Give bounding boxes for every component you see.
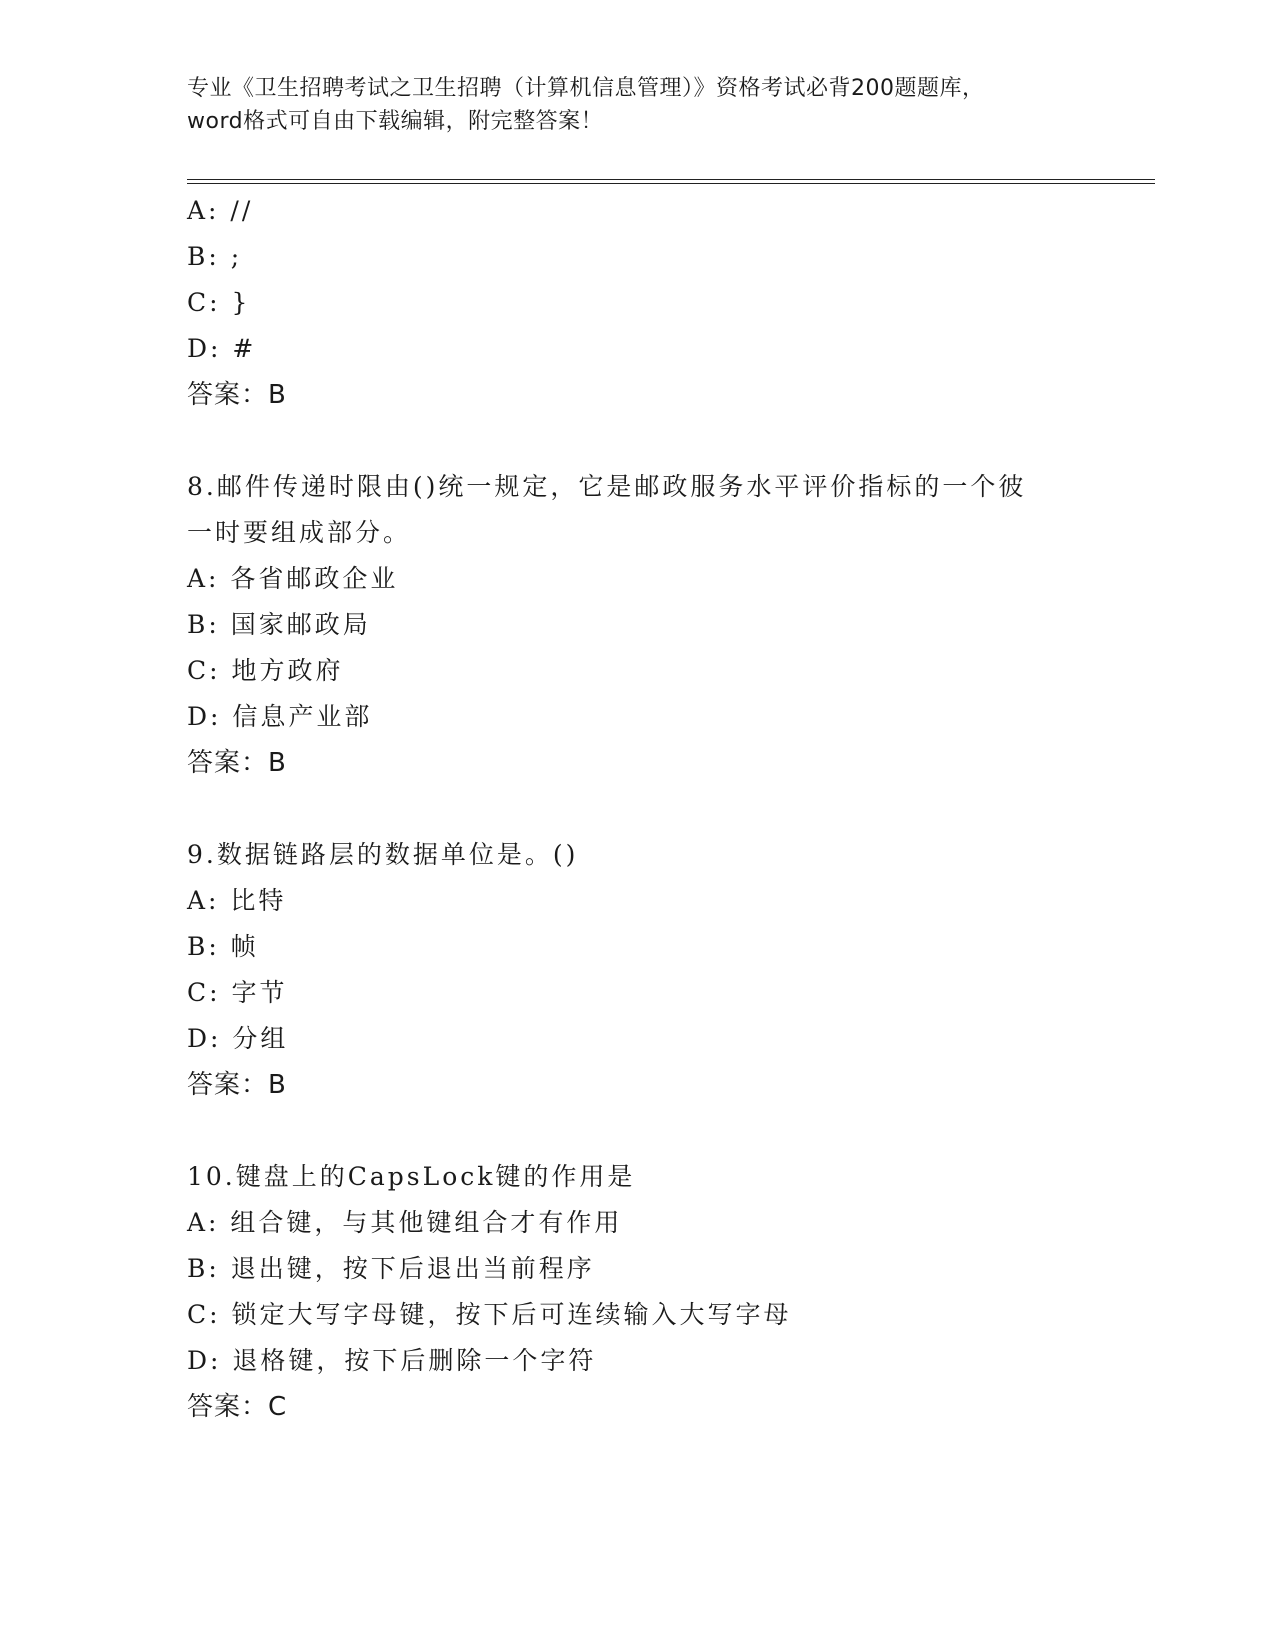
answer: 答案：C bbox=[187, 1392, 288, 1422]
header-divider-top bbox=[187, 179, 1155, 180]
option-c: C: 锁定大写字母键，按下后可连续输入大写字母 bbox=[187, 1300, 792, 1329]
question-list bbox=[187, 188, 1087, 1430]
question-stem-continued: 一时要组成部分。 bbox=[187, 518, 412, 547]
option-d: D: 分组 bbox=[187, 1024, 289, 1053]
header-divider-bottom bbox=[187, 183, 1155, 184]
option-b: B: 帧 bbox=[187, 932, 259, 961]
question-8 bbox=[187, 464, 1087, 786]
option-a: A: 各省邮政企业 bbox=[187, 564, 399, 593]
header-line-2: word格式可自由下载编辑，附完整答案！ bbox=[187, 109, 604, 134]
option-a: A: 比特 bbox=[187, 886, 287, 915]
question-stem: 8.邮件传递时限由()统一规定，它是邮政服务水平评价指标的一个彼 bbox=[187, 472, 1027, 501]
question-10 bbox=[187, 1154, 1087, 1430]
answer: 答案：B bbox=[187, 748, 287, 778]
question-9 bbox=[187, 832, 1087, 1108]
option-d: D: # bbox=[187, 334, 257, 363]
option-d: D: 退格键，按下后删除一个字符 bbox=[187, 1346, 597, 1375]
answer: 答案：B bbox=[187, 1070, 287, 1100]
question-7 bbox=[187, 188, 1087, 418]
document-header bbox=[187, 72, 1087, 138]
option-c: C: 字节 bbox=[187, 978, 288, 1007]
option-b: B: ; bbox=[187, 242, 243, 271]
option-b: B: 国家邮政局 bbox=[187, 610, 371, 639]
option-b: B: 退出键，按下后退出当前程序 bbox=[187, 1254, 595, 1283]
answer: 答案：B bbox=[187, 380, 287, 410]
option-d: D: 信息产业部 bbox=[187, 702, 373, 731]
question-stem: 9.数据链路层的数据单位是。() bbox=[187, 840, 579, 869]
option-a: A: // bbox=[187, 196, 254, 225]
option-c: C: } bbox=[187, 288, 251, 317]
option-a: A: 组合键，与其他键组合才有作用 bbox=[187, 1208, 623, 1237]
header-line-1: 专业《卫生招聘考试之卫生招聘（计算机信息管理）》资格考试必背200题题库， bbox=[187, 76, 985, 101]
question-stem: 10.键盘上的CapsLock键的作用是 bbox=[187, 1162, 636, 1191]
option-c: C: 地方政府 bbox=[187, 656, 344, 685]
